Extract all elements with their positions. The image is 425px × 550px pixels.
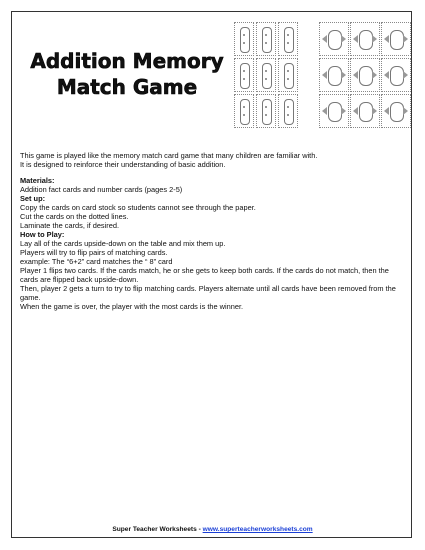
footer-website-link[interactable]: www.superteacherworksheets.com [202, 526, 313, 533]
number-card-icon [350, 22, 380, 56]
footer-brand: Super Teacher Worksheets - [112, 526, 203, 533]
fact-card-icon [256, 58, 276, 92]
materials-item: Addition fact cards and number cards (pages 2-5) [20, 185, 183, 194]
number-card-icon [381, 58, 411, 92]
how-to-play-item: Players will try to flip pairs of matching cards. [20, 248, 168, 257]
fact-card-icon [234, 94, 254, 128]
how-to-play-heading: How to Play: [20, 230, 65, 239]
title-line-2: Match Game [56, 75, 198, 99]
setup-item: Copy the cards on card stock so students cannot see through the paper. [20, 203, 256, 212]
how-to-play-item: Then, player 2 gets a turn to try to flip matching cards. Players alternate until all cards have been removed from the game. [20, 284, 396, 302]
setup-heading: Set up: [20, 194, 46, 203]
page-title [22, 48, 232, 100]
how-to-play-item: When the game is over, the player with the most cards is the winner. [20, 302, 244, 311]
example-line: example: The “6+2” card matches the “ 8” card [20, 257, 173, 266]
fact-card-icon [278, 94, 298, 128]
number-card-icon [319, 58, 349, 92]
number-card-icon [319, 94, 349, 128]
number-card-icon [350, 58, 380, 92]
fact-card-icon [256, 94, 276, 128]
fact-card-icon [234, 22, 254, 56]
setup-item: Laminate the cards, if desired. [20, 221, 120, 230]
how-to-play-item: Lay all of the cards upside-down on the table and mix them up. [20, 239, 226, 248]
how-to-play-item: Player 1 flips two cards. If the cards match, he or she gets to keep both cards. If the cards do not match, then the cards are flipped back upside-down. [20, 266, 389, 284]
intro-line: This game is played like the memory match card game that many children are familiar with. [20, 151, 318, 160]
number-card-icon [381, 22, 411, 56]
number-card-icon [381, 94, 411, 128]
number-card-icon [350, 94, 380, 128]
fact-card-icon [278, 58, 298, 92]
page-footer [12, 526, 413, 533]
title-line-1: Addition Memory [30, 49, 224, 73]
worksheet-page [11, 11, 412, 538]
intro-line: It is designed to reinforce their understanding of basic addition. [20, 160, 226, 169]
setup-item: Cut the cards on the dotted lines. [20, 212, 129, 221]
fact-card-icon [234, 58, 254, 92]
number-card-icon [319, 22, 349, 56]
fact-card-icon [278, 22, 298, 56]
materials-heading: Materials: [20, 176, 55, 185]
fact-card-icon [256, 22, 276, 56]
intro-paragraph [20, 151, 405, 169]
instructions [20, 151, 405, 311]
